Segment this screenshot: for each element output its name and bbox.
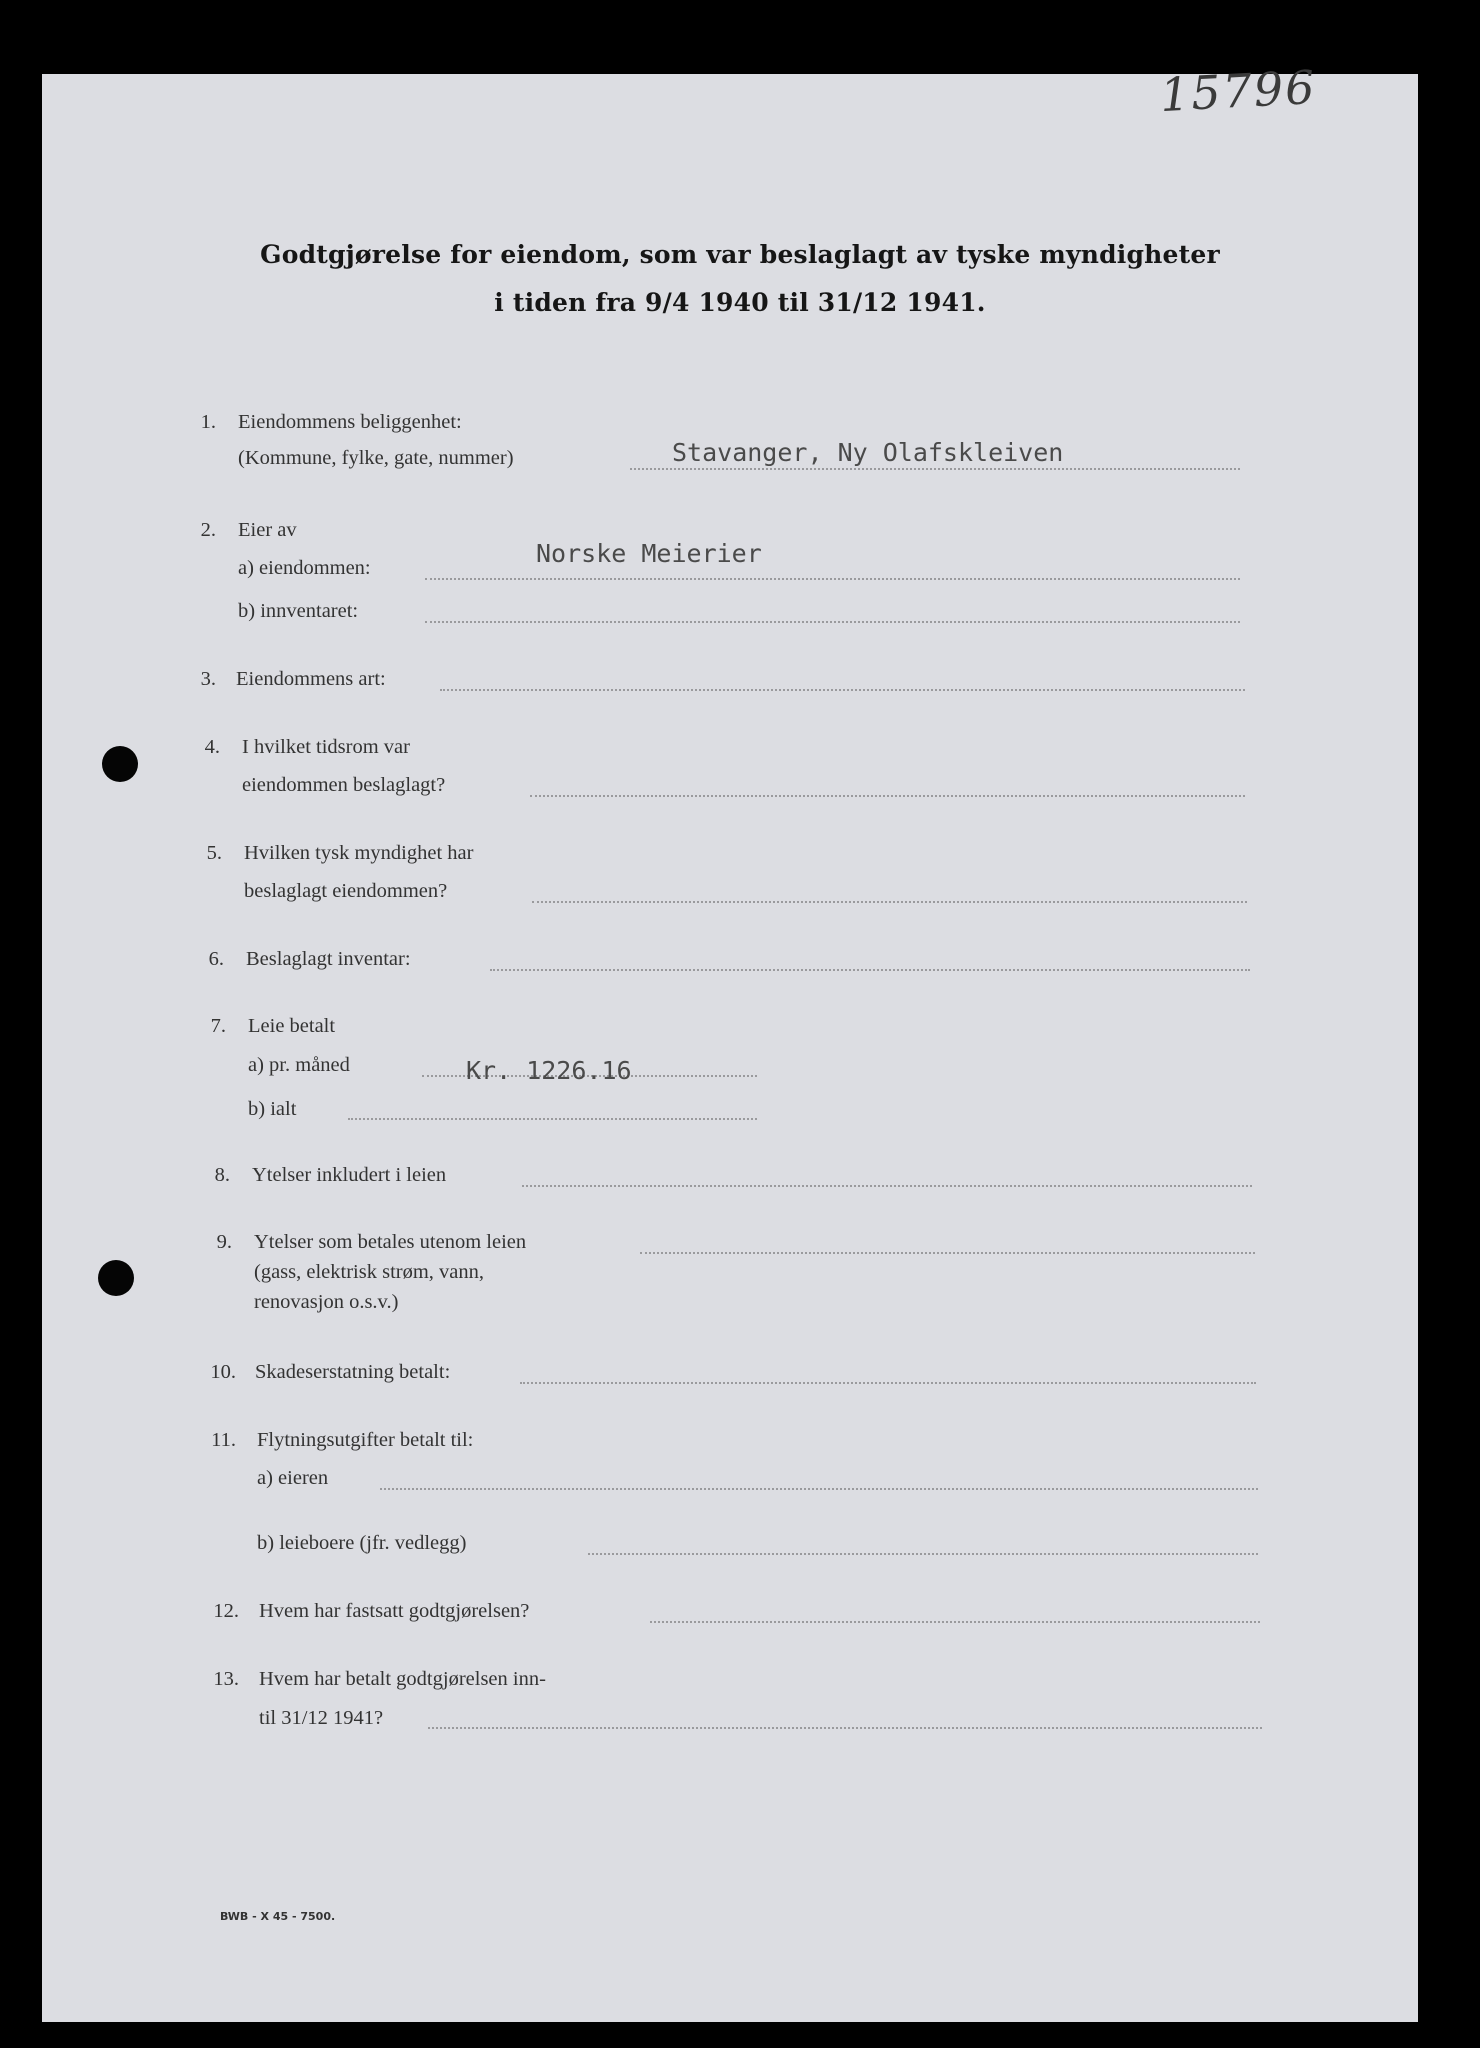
- q9-sublabel1: (gass, elektrisk strøm, vann,: [254, 1261, 485, 1283]
- item-number-7: 7.: [210, 1015, 226, 1037]
- q11a-answer-line: [380, 1488, 1258, 1490]
- q3-answer-line: [440, 689, 1245, 691]
- item-number-9: 9.: [216, 1231, 232, 1253]
- q2b-label: b) innventaret:: [238, 600, 359, 622]
- q7-label: Leie betalt: [248, 1015, 336, 1037]
- item-number-10: 10.: [210, 1361, 236, 1383]
- q2a-answer: Norske Meierier: [536, 539, 762, 568]
- item-number-8: 8.: [214, 1164, 230, 1186]
- q11-label: Flytningsutgifter betalt til:: [257, 1429, 474, 1451]
- q11a-label: a) eieren: [257, 1467, 329, 1489]
- q5-sublabel: beslaglagt eiendommen?: [244, 880, 448, 902]
- q7a-label: a) pr. måned: [248, 1054, 350, 1076]
- q7b-answer-line: [348, 1118, 757, 1120]
- item-number-1: 1.: [200, 411, 216, 433]
- item-number-11: 11.: [211, 1429, 236, 1451]
- punch-hole-upper: [102, 746, 138, 782]
- q6-label: Beslaglagt inventar:: [246, 948, 411, 970]
- q2b-answer-line: [425, 621, 1240, 623]
- item-number-2: 2.: [200, 519, 216, 541]
- form-sheet: [42, 74, 1418, 2022]
- q10-answer-line: [520, 1382, 1256, 1384]
- q13-label: Hvem har betalt godtgjørelsen inn-: [259, 1668, 546, 1690]
- q13-sublabel: til 31/12 1941?: [259, 1707, 384, 1729]
- q7a-answer: Kr. 1226.16: [466, 1056, 632, 1085]
- form-title-line2: i tiden fra 9/4 1940 til 31/12 1941.: [494, 288, 986, 317]
- q4-sublabel: eiendommen beslaglagt?: [242, 774, 446, 796]
- q6-answer-line: [490, 969, 1250, 971]
- q11b-answer-line: [588, 1553, 1258, 1555]
- q12-label: Hvem har fastsatt godtgjørelsen?: [259, 1600, 530, 1622]
- q10-label: Skadeserstatning betalt:: [255, 1361, 451, 1383]
- q5-label: Hvilken tysk myndighet har: [244, 842, 474, 864]
- q1-label: Eiendommens beliggenhet:: [238, 411, 462, 433]
- item-number-6: 6.: [208, 948, 224, 970]
- item-number-4: 4.: [204, 736, 220, 758]
- q2a-answer-line: [425, 578, 1240, 580]
- q12-answer-line: [650, 1621, 1260, 1623]
- q9-answer-line: [640, 1252, 1255, 1254]
- q4-answer-line: [530, 795, 1245, 797]
- item-number-13: 13.: [213, 1668, 239, 1690]
- item-number-12: 12.: [213, 1600, 239, 1622]
- q9-label: Ytelser som betales utenom leien: [254, 1231, 527, 1253]
- q1-sublabel: (Kommune, fylke, gate, nummer): [238, 447, 514, 469]
- q3-label: Eiendommens art:: [236, 668, 386, 690]
- q1-answer: Stavanger, Ny Olafskleiven: [672, 438, 1064, 467]
- form-footer-code: BWB - X 45 - 7500.: [220, 1910, 336, 1923]
- q8-answer-line: [522, 1185, 1252, 1187]
- q11b-label: b) leieboere (jfr. vedlegg): [257, 1532, 467, 1554]
- q9-sublabel2: renovasjon o.s.v.): [254, 1291, 399, 1313]
- q13-answer-line: [428, 1727, 1262, 1729]
- item-number-5: 5.: [206, 842, 222, 864]
- q7b-label: b) ialt: [248, 1098, 297, 1120]
- q1-answer-line: [630, 468, 1240, 470]
- q8-label: Ytelser inkludert i leien: [252, 1164, 447, 1186]
- punch-hole-lower: [98, 1260, 134, 1296]
- q5-answer-line: [532, 901, 1247, 903]
- q4-label: I hvilket tidsrom var: [242, 736, 410, 758]
- archive-number-handwritten: 15796: [1158, 59, 1318, 123]
- q2-label: Eier av: [238, 519, 297, 541]
- form-title-line1: Godtgjørelse for eiendom, som var beslaglagt av tyske myndigheter: [260, 240, 1220, 269]
- item-number-3: 3.: [200, 668, 216, 690]
- q2a-label: a) eiendommen:: [238, 557, 371, 579]
